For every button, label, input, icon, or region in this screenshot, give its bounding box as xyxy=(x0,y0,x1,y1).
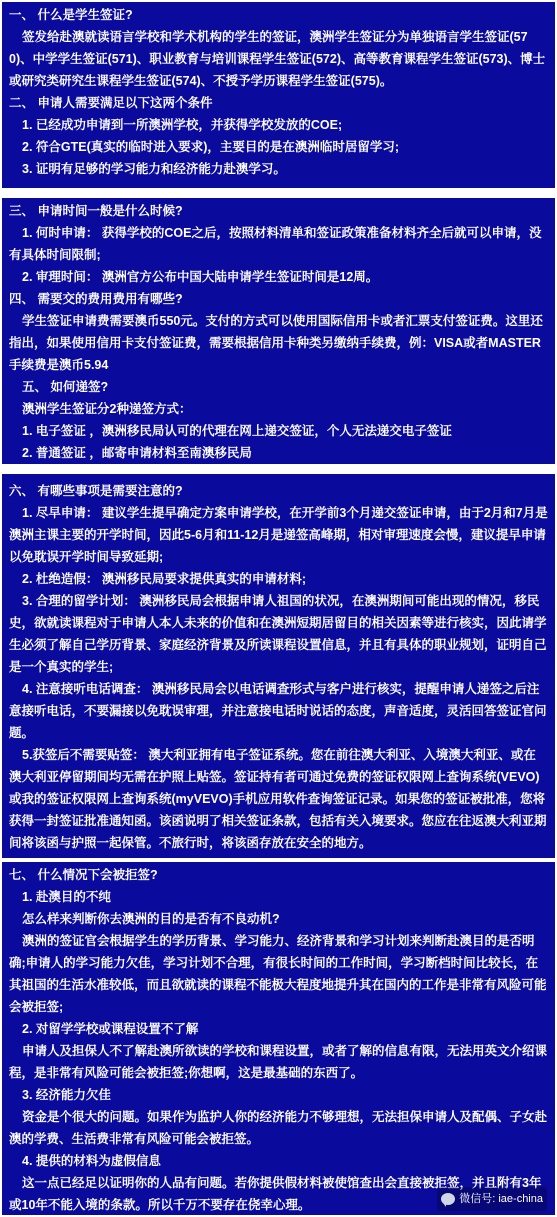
subbody: 资金是个很大的问题。如果作为监护人你的经济能力不够理想，无法担保申请人及配偶、子女赴澳的学费、生活费非常有风险可能会被拒签。 xyxy=(9,1110,548,1146)
section-item: 3. 合理的留学计划： 澳洲移民局会根据申请人祖国的状况，在澳洲期间可能出现的情况，移民史，欲就读课程对于申请人本人未来的价值和在澳洲短期居留目的相关因素等进行核实，因此请学生必须了解自己学历背景、家庭经济背景及所读课程设置信息，并且有具体的职业规划，证明自己是一个真实的学生; xyxy=(9,594,547,674)
subheading: 4. 提供的材料为虚假信息 xyxy=(22,1154,161,1168)
subheading: 2. 对留学学校或课程设置不了解 xyxy=(22,1022,199,1036)
section-item: 2. 审理时间： 澳洲官方公布中国大陆申请学生签证时间是12周。 xyxy=(22,270,379,284)
section-item: 1. 电子签证 ，澳洲移民局认可的代理在网上递交签证，个人无法递交电子签证 xyxy=(22,424,452,438)
wechat-watermark xyxy=(437,1187,547,1211)
subquestion: 怎么样来判断你去澳洲的目的是否有不良动机? xyxy=(22,912,280,926)
section-title-6: 六、 有哪些事项是需要注意的? xyxy=(9,484,183,498)
section-title-4: 四、 需要交的费用费用有哪些? xyxy=(9,292,183,306)
watermark-text: 微信号: iae-china xyxy=(459,1193,543,1205)
section-title-1: 一、 什么是学生签证? xyxy=(9,8,133,22)
section-title-5: 五、 如何递签? xyxy=(22,380,109,394)
subheading: 3. 经济能力欠佳 xyxy=(22,1088,111,1102)
subbody: 申请人及担保人不了解赴澳所欲读的学校和课程设置，或者了解的信息有限，无法用英文介绍课程，是非常有风险可能会被拒签;你想啊，这是最基础的东西了。 xyxy=(9,1044,548,1080)
subbody: 这一点已经足以证明你的人品有问题。若你提供假材料被使馆查出会直接被拒签，并且附有3年或10年不能入境的条款。所以千万不要存在侥幸心理。 xyxy=(9,1176,542,1212)
chat-bubble-icon xyxy=(441,1193,455,1205)
section-item: 2. 杜绝造假： 澳洲移民局要求提供真实的申请材料; xyxy=(22,572,307,586)
section-item: 5.获签后不需要贴签： 澳大利亚拥有电子签证系统。您在前往澳大利亚、入境澳大利亚、或在澳大利亚停留期间均无需在护照上贴签。签证持有者可通过免费的签证权限网上查询系统(VEVO) 或我的签证权限网上查询系统(myVEVO)手机应用软件查询签证记录。如果您的签证被批准，您将获得一封签证批准通知函。该函说明了相关签证条款，包括有关入境要求。您应在往返澳大利亚期间将该函与护照一起保管。不旅行时，将该函存放在安全的地方。 xyxy=(9,748,547,850)
section-block-1 xyxy=(2,2,555,188)
section-item: 1. 尽早申请： 建议学生提早确定方案申请学校，在开学前3个月递交签证申请，由于2月和7月是澳洲主课主要的开学时间，因此5-6月和11-12月是递签高峰期，相对审理速度会慢，建议提早申请以免耽误开学时间导致延期; xyxy=(9,506,548,564)
section-body-4: 学生签证申请费需要澳币550元。支付的方式可以使用国际信用卡或者汇票支付签证费。这里还指出，如果使用信用卡支付签证费，需要根据信用卡种类另缴纳手续费，例：VISA或者MASTER手续费是澳币5.94 xyxy=(9,314,543,372)
section-item: 1. 已经成功申请到一所澳洲学校，并获得学校发放的COE; xyxy=(22,118,343,132)
section-body-1: 签发给赴澳就读语言学校和学术机构的学生的签证，澳洲学生签证分为单独语言学生签证(570)、中学学生签证(571)、职业教育与培训课程学生签证(572)、高等教育课程学生签证(573)、博士或研究类研究生课程学生签证(574)、不授予学历课程学生签证(575)。 xyxy=(9,30,546,88)
section-lead-5: 澳洲学生签证分2种递签方式： xyxy=(22,402,192,416)
section-block-4 xyxy=(2,862,555,1215)
section-item: 2. 普通签证 ，邮寄申请材料至南澳移民局 xyxy=(22,446,252,460)
section-item: 4. 注意接听电话调查： 澳洲移民局会以电话调查形式与客户进行核实，提醒申请人递签之后注意接听电话，不要漏接以免耽误审理，并注意接电话时说话的态度，声音适度，灵活回答签证官问题。 xyxy=(9,682,547,740)
section-title-2: 二、 申请人需要满足以下这两个条件 xyxy=(9,96,213,110)
section-title-7: 七、 什么情况下会被拒签? xyxy=(9,868,158,882)
section-title-3: 三、 申请时间一般是什么时候? xyxy=(9,204,183,218)
subbody: 澳洲的签证官会根据学生的学历背景、学习能力、经济背景和学习计划来判断赴澳目的是否明确;申请人的学习能力欠佳，学习计划不合理，有很长时间的工作时间，学习断档时间比较长，在其祖国的生活水准较低，而且欲就读的课程不能极大程度地提升其在国内的工作是非常有风险可能会被拒签; xyxy=(9,934,547,1014)
section-item: 3. 证明有足够的学习能力和经济能力赴澳学习。 xyxy=(22,162,286,176)
subheading: 1. 赴澳目的不纯 xyxy=(22,890,111,904)
section-item: 1. 何时申请： 获得学校的COE之后，按照材料清单和签证政策准备材料齐全后就可以申请，没有具体时间限制; xyxy=(9,226,542,262)
section-block-2 xyxy=(2,198,555,464)
section-block-3 xyxy=(2,474,555,858)
section-item: 2. 符合GTE(真实的临时进入要求)，主要目的是在澳洲临时居留学习; xyxy=(22,140,400,154)
